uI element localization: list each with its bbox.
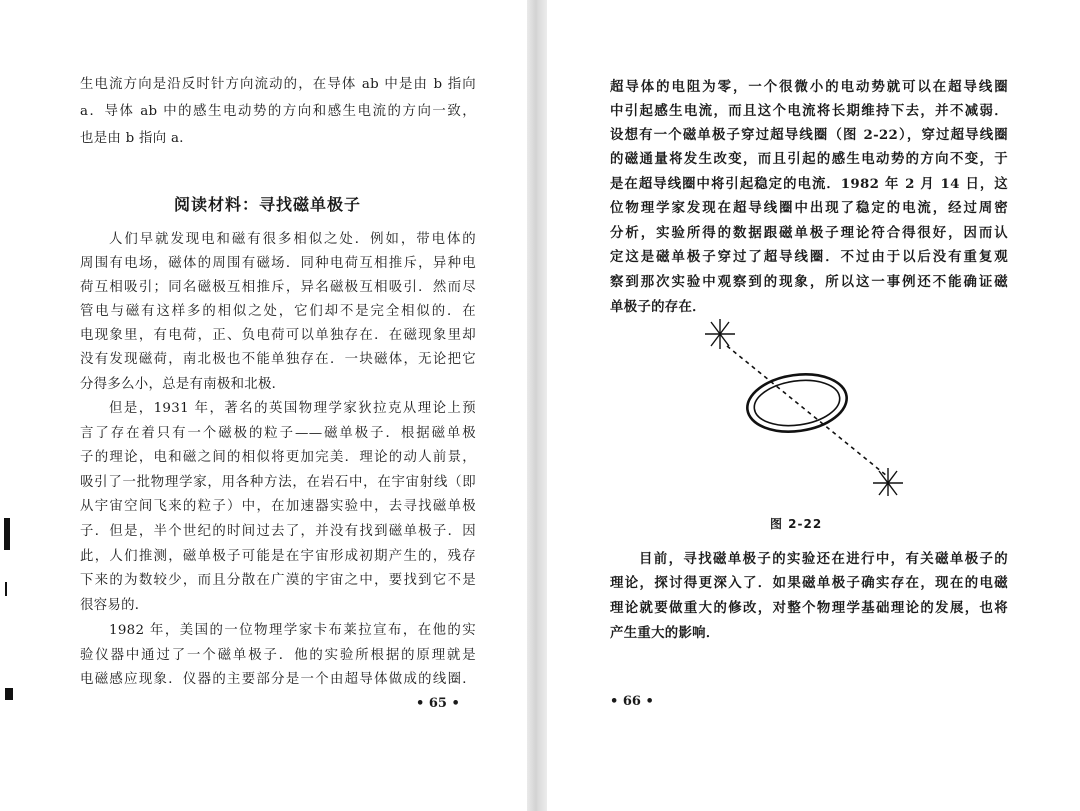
text-line: 目前，寻找磁单极子的实验还在进行中，有关磁单极子的 — [639, 551, 1008, 567]
text-line: 电磁感应现象．仪器的主要部分是一个由超导体做成的线圈． — [80, 672, 476, 687]
text-line: 下来的为数较少，而且分散在广漠的宇宙之中，要找到它不是 — [80, 573, 476, 588]
text-line: 吸引了一批物理学家，用各种方法，在岩石中，在宇宙射线（即 — [80, 475, 476, 490]
text-line: a．导体 ab 中的感生电动势的方向和感生电流的方向一致， — [80, 104, 476, 119]
text-line: 荷互相吸引；同名磁极互相推斥，异名磁极互相吸引．然而尽 — [80, 280, 476, 295]
text-line: 子．但是，半个世纪的时间过去了，并没有找到磁单极子．因 — [80, 524, 476, 539]
text-line: 察到那次实验中观察到的现象，所以这一事例还不能确证磁 — [610, 274, 1008, 290]
text-line: 没有发现磁荷，南北极也不能单独存在．一块磁体，无论把它 — [80, 352, 476, 367]
book-gutter — [527, 0, 547, 811]
text-line: 单极子的存在． — [610, 299, 706, 315]
text-line: 设想有一个磁单极子穿过超导线圈（图 2-22），穿过超导线圈 — [610, 127, 1008, 143]
text-line: 产生重大的影响． — [610, 625, 720, 641]
text-line: 周围有电场，磁体的周围有磁场．同种电荷互相推斥，异种电 — [80, 256, 476, 271]
monopole-star-top — [705, 319, 735, 349]
text-line: 言了存在着只有一个磁极的粒子——磁单极子．根据磁单极 — [80, 426, 476, 441]
text-line: 但是，1931 年，著名的英国物理学家狄拉克从理论上预 — [109, 401, 476, 416]
text-line: 很容易的． — [80, 598, 149, 613]
text-line: 的磁通量将发生改变，而且引起的感生电动势的方向不变，于 — [610, 151, 1008, 167]
text-line: 定这是磁单极子穿过了超导线圈．不过由于以后没有重复观 — [610, 249, 1008, 265]
section-heading: 阅读材料：寻找磁单极子 — [174, 195, 362, 214]
text-line: 超导体的电阻为零，一个很微小的电动势就可以在超导线圈 — [610, 79, 1008, 95]
text-line: 此，人们推测，磁单极子可能是在宇宙形成初期产生的，残存 — [80, 549, 476, 564]
text-line: 是在超导线圈中将引起稳定的电流．1982 年 2 月 14 日，这 — [610, 176, 1008, 192]
figure-caption: 图 2-22 — [770, 517, 823, 531]
text-line: 理论就要做重大的修改，对整个物理学基础理论的发展，也将 — [610, 600, 1008, 616]
text-line: 电现象里，有电荷，正、负电荷可以单独存在．在磁现象里却 — [80, 328, 476, 343]
page-number: • 65 • — [416, 696, 460, 711]
text-line: 生电流方向是沿反时针方向流动的，在导体 ab 中是由 b 指向 — [80, 77, 476, 92]
left-page — [0, 0, 527, 811]
text-line: 中引起感生电流，而且这个电流将长期维持下去，并不减弱． — [610, 103, 1008, 119]
text-line: 分析，实验所得的数据跟磁单极子理论符合得很好，因而认 — [610, 225, 1008, 241]
scan-mark — [5, 582, 7, 596]
text-line: 也是由 b 指向 a． — [80, 131, 193, 146]
text-line: 验仪器中通过了一个磁单极子．他的实验所根据的原理就是 — [80, 648, 476, 663]
monopole-path-dashed — [727, 346, 887, 476]
text-line: 人们早就发现电和磁有很多相似之处．例如，带电体的 — [109, 232, 476, 247]
monopole-star-bottom — [873, 468, 903, 496]
monopole-coil-figure — [697, 316, 917, 496]
scan-mark — [5, 688, 13, 700]
page-number: • 66 • — [610, 694, 654, 709]
text-line: 子的理论，电和磁之间的相似将更加完美．理论的动人前景， — [80, 450, 476, 465]
scan-mark — [4, 518, 10, 550]
text-line: 位物理学家发现在超导线圈中出现了稳定的电流，经过周密 — [610, 200, 1008, 216]
text-line: 1982 年，美国的一位物理学家卡布莱拉宣布，在他的实 — [109, 623, 476, 638]
text-line: 从宇宙空间飞来的粒子）中，在加速器实验中，去寻找磁单极 — [80, 499, 476, 514]
text-line: 分得多么小，总是有南极和北极． — [80, 377, 286, 392]
right-page — [547, 0, 1080, 811]
text-line: 理论，探讨得更深入了．如果磁单极子确实存在，现在的电磁 — [610, 575, 1008, 591]
text-line: 管电与磁有这样多的相似之处，它们却不是完全相似的．在 — [80, 304, 476, 319]
